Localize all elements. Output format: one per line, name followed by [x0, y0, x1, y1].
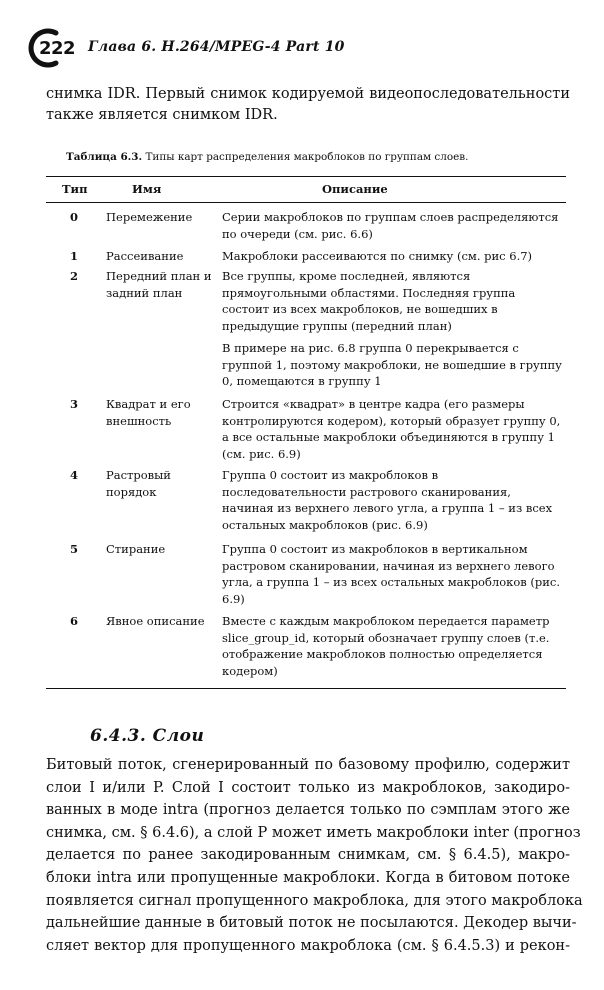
page-number-badge	[26, 28, 76, 68]
row-type: 4	[70, 468, 79, 482]
body-line: слои I и/или P. Слой I состоит только из макроблоков, закодиро-	[46, 779, 570, 796]
body-line: дальнейшие данные в битовый поток не посылаются. Декодер вычи-	[46, 915, 577, 932]
row-description: Макроблоки рассеиваются по снимку (см. рис 6.7)	[222, 249, 533, 263]
table-header-rule	[46, 202, 566, 203]
row-type: 1	[70, 249, 79, 263]
row-name: Стирание	[106, 542, 166, 556]
body-line: ванных в моде intra (прогноз делается только по сэмплам этого же	[46, 802, 570, 819]
column-header-name: Имя	[132, 182, 162, 196]
row-description: Группа 0 состоит из макроблоков в вертикальном растровом сканировании, начиная из верхнего левого угла, а группа 1 – из всех остальных макроблоков (рис. 6.9)	[222, 542, 560, 606]
body-line: Битовый поток, сгенерированный по базовому профилю, содержит	[46, 757, 570, 773]
intro-paragraph: снимка IDR. Первый снимок кодируемой видеопоследовательности также является снимком IDR.	[46, 86, 570, 123]
body-line: сляет вектор для пропущенного макроблока (см. § 6.4.5.3) и рекон-	[46, 937, 570, 954]
table-top-rule	[46, 176, 566, 177]
row-name: Перемежение	[106, 210, 193, 224]
row-description-note: В примере на рис. 6.8 группа 0 перекрывается с группой 1, поэтому макроблоки, не вошедшие в группу 0, помещаются в группу 1	[222, 341, 562, 388]
row-type: 2	[70, 269, 79, 283]
table-caption-label: Таблица 6.3.	[66, 151, 143, 163]
body-line: появляется сигнал пропущенного макроблока, для этого макроблока	[46, 892, 583, 909]
row-description: Вместе с каждым макроблоком передается параметр slice_group_id, который обозначает группу слоев (т.е. отображение макроблоков полностью определяется кодером)	[222, 614, 550, 678]
body-line: делается по ранее закодированным снимкам, см. § 6.4.5), макро-	[46, 847, 570, 864]
page-number: 222	[39, 38, 76, 59]
row-name: Рассеивание	[106, 249, 184, 263]
section-title: 6.4.3. Слои	[90, 726, 205, 746]
row-type: 5	[70, 542, 79, 556]
row-type: 3	[70, 397, 79, 411]
row-description: Строится «квадрат» в центре кадра (его размеры контролируются кодером), который образует группу 0, а все остальные макроблоки объединяются в группу 1 (см. рис. 6.9)	[222, 397, 561, 461]
body-line: снимка, см. § 6.4.6), а слой P может иметь макроблоки inter (прогноз	[46, 824, 581, 841]
row-description: Серии макроблоков по группам слоев распределяются по очереди (см. рис. 6.6)	[222, 210, 559, 241]
section-body	[46, 754, 583, 957]
row-type: 0	[70, 210, 79, 224]
row-name: Растровый порядок	[106, 468, 171, 499]
table-caption	[66, 151, 566, 164]
row-description: Все группы, кроме последней, являются прямоугольными областями. Последняя группа состоит из всех макроблоков, не вошедших в предыдущие группы (передний план)	[222, 269, 516, 333]
body-line: блоки intra или пропущенные макроблоки. Когда в битовом потоке	[46, 869, 570, 886]
table-bottom-rule	[46, 688, 566, 689]
table-caption-text: Типы карт распределения макроблоков по группам слоев.	[145, 151, 469, 163]
row-name: Явное описание	[106, 614, 205, 628]
column-header-type: Тип	[62, 182, 88, 196]
row-name: Передний план и задний план	[106, 269, 212, 300]
column-header-description: Описание	[322, 182, 388, 196]
running-head: Глава 6. H.264/MPEG-4 Part 10	[88, 39, 345, 55]
row-description: Группа 0 состоит из макроблоков в последовательности растрового сканирования, начиная из верхнего левого угла, а группа 1 – из всех остальных макроблоков (рис. 6.9)	[222, 468, 553, 532]
row-type: 6	[70, 614, 79, 628]
page-header	[26, 28, 586, 68]
row-name: Квадрат и его внешность	[106, 397, 191, 428]
